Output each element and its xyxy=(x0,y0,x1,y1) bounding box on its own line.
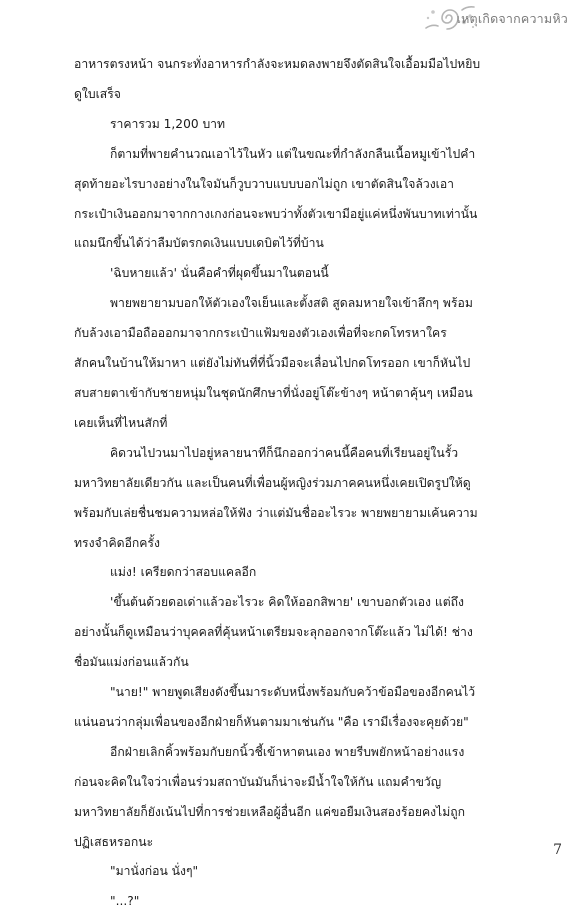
text-line: 'ขึ้นต้นด้วยดอเด่าแล้วอะไรวะ คิดให้ออกสิพาย' เขาบอกตัวเอง แต่ถึง xyxy=(110,595,464,610)
text-line: มหาวิทยาลัยเดียวกัน และเป็นคนที่เพื่อนผู้หญิงร่วมภาคคนหนึ่งเคยเปิดรูปให้ดู xyxy=(74,475,471,490)
body-text xyxy=(74,50,526,917)
text-line: สักคนในบ้านให้มาหา แต่ยังไม่ทันที่ที่นิ้วมือจะเลื่อนไปกดโทรออก เขาก็หันไป xyxy=(74,356,471,371)
text-line: 'ฉิบหายแล้ว' นั่นคือคำที่ผุดขึ้นมาในตอนนี้ xyxy=(110,266,329,281)
running-header-title: เหตุเกิดจากความหิว xyxy=(456,11,568,26)
text-line: สบสายตาเข้ากับชายหนุ่มในชุดนักศึกษาที่นั่งอยู่โต๊ะข้างๆ หน้าตาคุ้นๆ เหมือน xyxy=(74,385,473,400)
text-line: ดูใบเสร็จ xyxy=(74,86,121,101)
text-line: อีกฝ่ายเลิกคิ้วพร้อมกับยกนิ้วชี้เข้าหาตนเอง พายรีบพยักหน้าอย่างแรง xyxy=(110,744,465,759)
text-line: แม่ง! เครียดกว่าสอบแคลอีก xyxy=(110,565,257,580)
text-line: กระเป๋าเงินออกมาจากกางเกงก่อนจะพบว่าทั้งตัวเขามีอยู่แค่หนึ่งพันบาทเท่านั้น xyxy=(74,206,478,221)
text-line: ราคารวม 1,200 บาท xyxy=(110,116,226,131)
text-line: แน่นอนว่ากลุ่มเพื่อนของอีกฝ่ายก็หันตามมาเช่นกัน "คือ เรามีเรื่องจะคุยด้วย" xyxy=(74,714,469,729)
text-line: เคยเห็นที่ไหนสักที่ xyxy=(74,415,168,430)
text-line: กับล้วงเอามือถือออกมาจากกระเป๋าแฟ้มของตัวเองเพื่อที่จะกดโทรหาใคร xyxy=(74,326,447,341)
text-line: ก่อนจะคิดในใจว่าเพื่อนร่วมสถาบันมันก็น่าจะมีน้ำใจให้กัน แถมคำขวัญ xyxy=(74,774,442,789)
text-line: สุดท้ายอะไรบางอย่างในใจมันก็วูบวาบแบบบอกไม่ถูก เขาตัดสินใจล้วงเอา xyxy=(74,176,455,191)
text-line: ทรงจำคิดอีกครั้ง xyxy=(74,535,160,550)
page-number: 7 xyxy=(553,842,562,858)
text-line: อย่างนั้นก็ดูเหมือนว่าบุคคลที่คุ้นหน้าเตรียมจะลุกออกจากโต๊ะแล้ว ไม่ได้! ช่าง xyxy=(74,625,473,640)
text-line: "นาย!" พายพูดเสียงดังขึ้นมาระดับหนึ่งพร้อมกับคว้าข้อมือของอีกคนไว้ xyxy=(110,685,476,700)
text-line: พายพยายามบอกให้ตัวเองใจเย็นและตั้งสติ สูดลมหายใจเข้าลึกๆ พร้อม xyxy=(110,296,473,311)
text-line: ชื่อมันแม่งก่อนแล้วกัน xyxy=(74,655,189,670)
text-line: คิดวนไปวนมาไปอยู่หลายนาทีก็นึกออกว่าคนนี้คือคนที่เรียนอยู่ในรั้ว xyxy=(110,445,459,460)
text-line: ก็ตามที่พายคำนวณเอาไว้ในหัว แต่ในขณะที่กำลังกลืนเนื้อหมูเข้าไปคำ xyxy=(110,146,476,161)
text-line: แถมนึกขึ้นได้ว่าลืมบัตรกดเงินแบบเดบิตไว้ที่บ้าน xyxy=(74,236,324,251)
text-line: ปฏิเสธหรอกนะ xyxy=(74,834,154,849)
text-line: "มานั่งก่อน นั่งๆ" xyxy=(110,864,199,879)
text-line: "...?" xyxy=(110,894,140,909)
text-line: มหาวิทยาลัยก็ยังเน้นไปที่การช่วยเหลือผู้อื่นอีก แค่ขอยืมเงินสองร้อยคงไม่ถูก xyxy=(74,804,465,819)
text-line: พร้อมกับเล่ยชื่นชมความหล่อให้ฟัง ว่าแต่มันชื่ออะไรวะ พายพยายามเค้นความ xyxy=(74,505,478,520)
running-header xyxy=(0,0,582,40)
text-line: อาหารตรงหน้า จนกระทั่งอาหารกำลังจะหมดลงพายจึงตัดสินใจเอื้อมมือไปหยิบ xyxy=(74,57,481,71)
